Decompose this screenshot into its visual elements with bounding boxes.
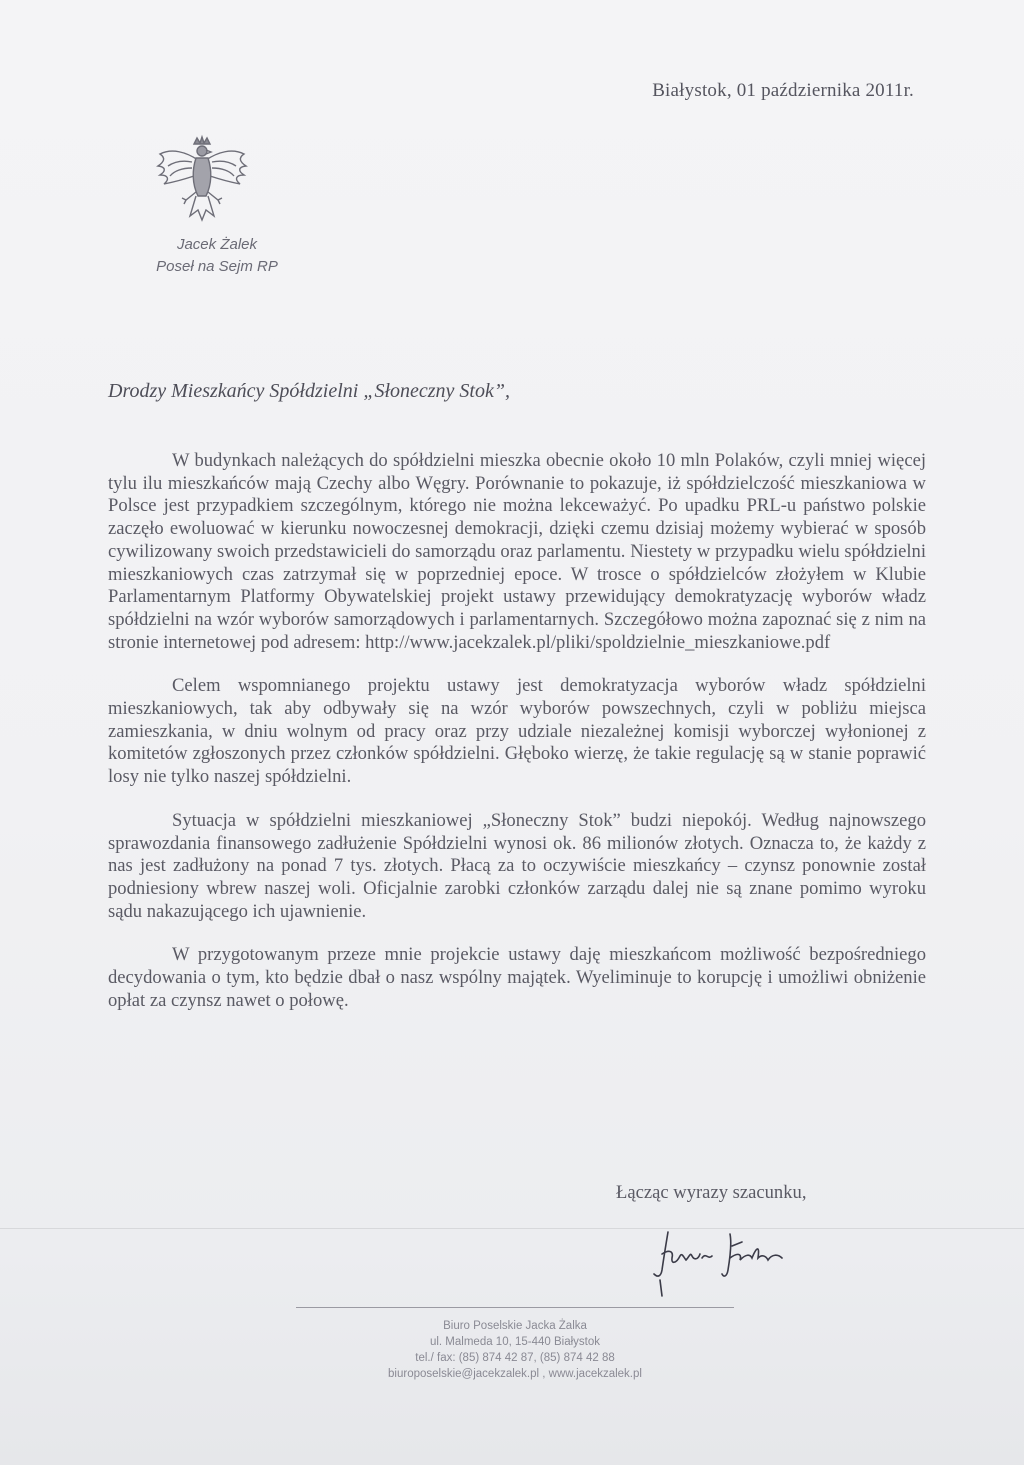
body-paragraph-2: Celem wspomnianego projektu ustawy jest demokratyzacja wyborów władz spółdzielni mieszkaniowych, tak aby odbywały się na wzór wyborów powszechnych, czyli w pobliżu miejsca zamieszkania, w dniu wolnym od pracy oraz przy udziale niezależnej komisji wyborczej wyłonionej z komitetów zgłoszonych przez członków spółdzielni. Głęboko wierzę, że takie regulację są w stanie poprawić losy nie tylko naszej spółdzielni. [108, 675, 926, 788]
handwritten-signature [646, 1224, 796, 1314]
footer-divider [296, 1307, 734, 1308]
letter-body [108, 450, 926, 1033]
footer-phone: tel./ fax: (85) 874 42 87, (85) 874 42 88 [415, 1352, 615, 1364]
salutation: Drodzy Mieszkańcy Spółdzielni „Słoneczny Stok”, [108, 380, 510, 402]
footer-address: ul. Malmeda 10, 15-440 Białystok [429, 1336, 601, 1348]
body-paragraph-4: W przygotowanym przeze mnie projekcie ustawy daję mieszkańcom możliwość bezpośredniego decydowania o tym, kto będzie dbał o nasz wspólny majątek. Wyeliminuje to korupcję i umożliwi obniżenie opłat za czynsz nawet o połowę. [108, 944, 926, 1011]
letter-date: Białystok, 01 października 2011r. [652, 80, 914, 101]
closing-line: Łącząc wyrazy szacunku, [616, 1182, 807, 1203]
sender-block [142, 234, 292, 278]
polish-eagle-emblem [152, 134, 252, 234]
sender-name: Jacek Żalek [176, 236, 258, 253]
fold-line [0, 1228, 1024, 1229]
footer-office: Biuro Poselskie Jacka Żalka [443, 1320, 587, 1332]
body-paragraph-3: Sytuacja w spółdzielni mieszkaniowej „Słoneczny Stok” budzi niepokój. Według najnowszego sprawozdania finansowego zadłużenie Spółdzielni wynosi ok. 86 milionów złotych. Oznacza to, że każdy z nas jest zadłużony na ponad 7 tys. złotych. Płacą za to oczywiście mieszkańcy – czynsz ponownie został podniesiony wbrew naszej woli. Oficjalnie zarobki członków zarządu dalej nie są znane pomimo wyroku sądu nakazującego ich ujawnienie. [108, 809, 926, 922]
footer-contact: biuroposelskie@jacekzalek.pl , www.jacekzalek.pl [388, 1368, 642, 1380]
office-footer [296, 1318, 734, 1382]
body-paragraph-1: W budynkach należących do spółdzielni mieszka obecnie około 10 mln Polaków, czyli mniej więcej tylu ilu mieszkańców mają Czechy albo Węgry. Porównanie to pokazuje, iż spółdzielczość mieszkaniowa w Polsce jest przypadkiem szczególnym, którego nie można lekceważyć. Po upadku PRL-u państwo polskie zaczęło ewoluować w kierunku nowoczesnej demokracji, dzięki czemu dzisiaj możemy wybierać w sposób cywilizowany swoich przedstawicieli do samorządu oraz parlamentu. Niestety w przypadku wielu spółdzielni mieszkaniowych czas zatrzymał się w poprzedniej epoce. W trosce o spółdzielców złożyłem w Klubie Parlamentarnym Platformy Obywatelskiej projekt ustawy przewidujący demokratyzację wyborów władz spółdzielni na wzór wyborów samorządowych i parlamentarnych. Szczegółowo można zapoznać się z nim na stronie internetowej pod adresem: http://www.jacekzalek.pl/pliki/spoldzielnie_mieszkaniowe.pdf [108, 450, 926, 653]
sender-title: Poseł na Sejm RP [156, 258, 278, 275]
